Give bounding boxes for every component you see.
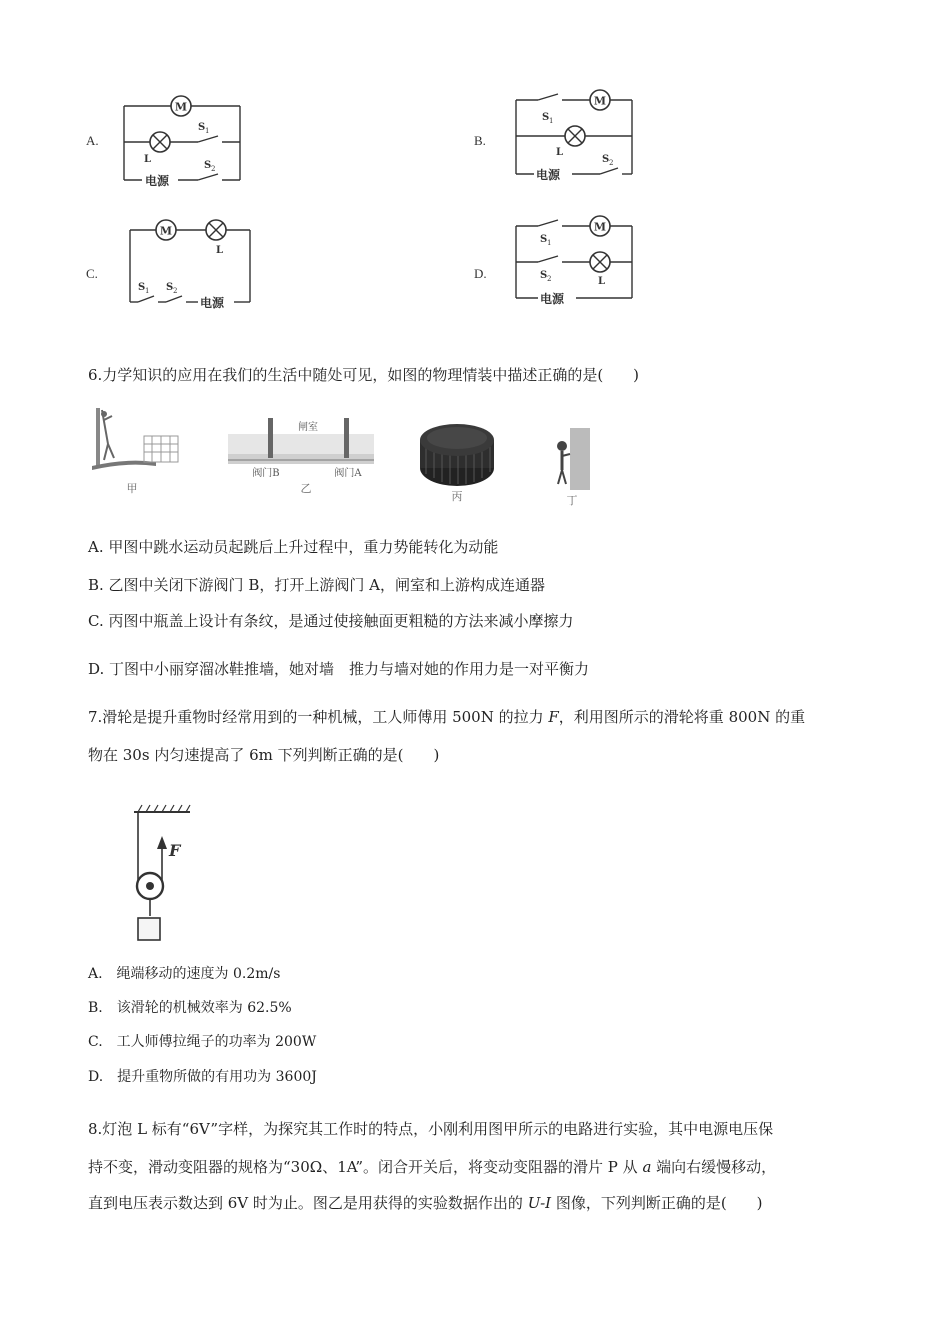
- svg-text:1: 1: [547, 239, 552, 247]
- svg-text:L: L: [216, 245, 224, 256]
- force-arrow-icon: [157, 836, 167, 849]
- svg-text:1: 1: [145, 287, 150, 295]
- svg-text:L: L: [556, 147, 564, 158]
- circuit-diagram-a: [118, 92, 248, 192]
- svg-text:2: 2: [173, 287, 178, 295]
- svg-text:电源: 电源: [145, 174, 170, 188]
- svg-text:S: S: [602, 154, 610, 165]
- caption-bing: 丙: [451, 490, 463, 503]
- question-6-stem: 6.力学知识的应用在我们的生活中随处可见，如图的物理情装中描述正确的是( ): [88, 366, 640, 384]
- q7-option-b: B. 该滑轮的机械效率为 62.5%: [88, 1000, 292, 1016]
- svg-text:L: L: [598, 276, 606, 287]
- caption-jia: 甲: [126, 482, 138, 495]
- svg-text:1: 1: [205, 127, 210, 135]
- figure-ding-skater: [548, 424, 598, 512]
- option-a-label: A.: [86, 133, 99, 148]
- circuit-diagram-d: [510, 212, 640, 312]
- figure-movable-pulley: [122, 800, 202, 950]
- q6-option-a: A. 甲图中跳水运动员起跳后上升过程中，重力势能转化为动能: [88, 538, 499, 556]
- svg-text:F: F: [169, 841, 181, 860]
- svg-text:M: M: [159, 224, 173, 238]
- option-c-label: C.: [86, 266, 98, 281]
- question-7-stem-line1: 7.滑轮是提升重物时经常用到的一种机械，工人师傅用 500N 的拉力 F，利用图所示的滑轮将重 800N 的重: [88, 708, 806, 726]
- svg-text:S: S: [542, 112, 550, 123]
- question-8-line2: 持不变，滑动变阻器的规格为“30Ω、1A”。闭合开关后，将变动变阻器的滑片 P 从 a 端向右缓慢移动，: [88, 1158, 777, 1176]
- svg-text:S: S: [138, 282, 146, 293]
- q6-option-d: D. 丁图中小丽穿溜冰鞋推墙，她对墙 推力与墙对她的作用力是一对平衡力: [88, 660, 590, 678]
- figure-jia-diver: [86, 402, 186, 502]
- svg-text:M: M: [593, 220, 607, 234]
- svg-text:1: 1: [549, 117, 554, 125]
- figure-yi-ship-lock: [224, 414, 379, 504]
- svg-text:S: S: [166, 282, 174, 293]
- q7-option-a: A. 绳端移动的速度为 0.2m/s: [88, 966, 281, 982]
- option-b-label: B.: [474, 133, 486, 148]
- svg-text:电源: 电源: [540, 292, 565, 306]
- svg-text:电源: 电源: [200, 296, 225, 310]
- svg-text:S: S: [204, 160, 212, 171]
- q6-option-c: C. 丙图中瓶盖上设计有条纹，是通过使接触面更粗糙的方法来减小摩擦力: [88, 612, 574, 630]
- q7-option-d: D. 提升重物所做的有用功为 3600J: [88, 1069, 317, 1085]
- svg-text:M: M: [593, 94, 607, 108]
- circuit-diagram-c: [122, 216, 257, 316]
- question-8-line3: 直到电压表示数达到 6V 时为止。图乙是用获得的实验数据作出的 U-I 图像，下列判断正确的是( ): [88, 1194, 763, 1212]
- option-d-label: D.: [474, 266, 487, 281]
- q7-option-c: C. 工人师傅拉绳子的功率为 200W: [88, 1034, 317, 1050]
- load-block: [138, 918, 160, 940]
- question-8-line1: 8.灯泡 L 标有“6V”字样，为探究其工作时的特点，小刚利用图甲所示的电路进行实验，其中电源电压保: [88, 1120, 774, 1138]
- svg-text:S: S: [198, 122, 206, 133]
- figure-bing-bottle-cap: [412, 412, 502, 507]
- question-7-stem-line2: 物在 30s 内匀速提高了 6m 下列判断正确的是( ): [88, 746, 440, 764]
- svg-text:阀门B: 阀门B: [252, 468, 280, 479]
- svg-text:L: L: [144, 154, 152, 165]
- svg-text:闸室: 闸室: [298, 422, 318, 433]
- svg-text:M: M: [174, 100, 188, 114]
- svg-text:2: 2: [211, 165, 216, 173]
- svg-text:2: 2: [547, 275, 552, 283]
- svg-text:S: S: [540, 234, 548, 245]
- svg-text:2: 2: [609, 159, 614, 167]
- caption-ding: 丁: [566, 494, 578, 507]
- svg-text:阀门A: 阀门A: [334, 468, 362, 479]
- caption-yi: 乙: [300, 482, 312, 495]
- svg-text:S: S: [540, 270, 548, 281]
- circuit-diagram-b: [510, 88, 640, 188]
- svg-text:电源: 电源: [536, 168, 561, 182]
- q6-option-b: B. 乙图中关闭下游阀门 B，打开上游阀门 A，闸室和上游构成连通器: [88, 576, 545, 594]
